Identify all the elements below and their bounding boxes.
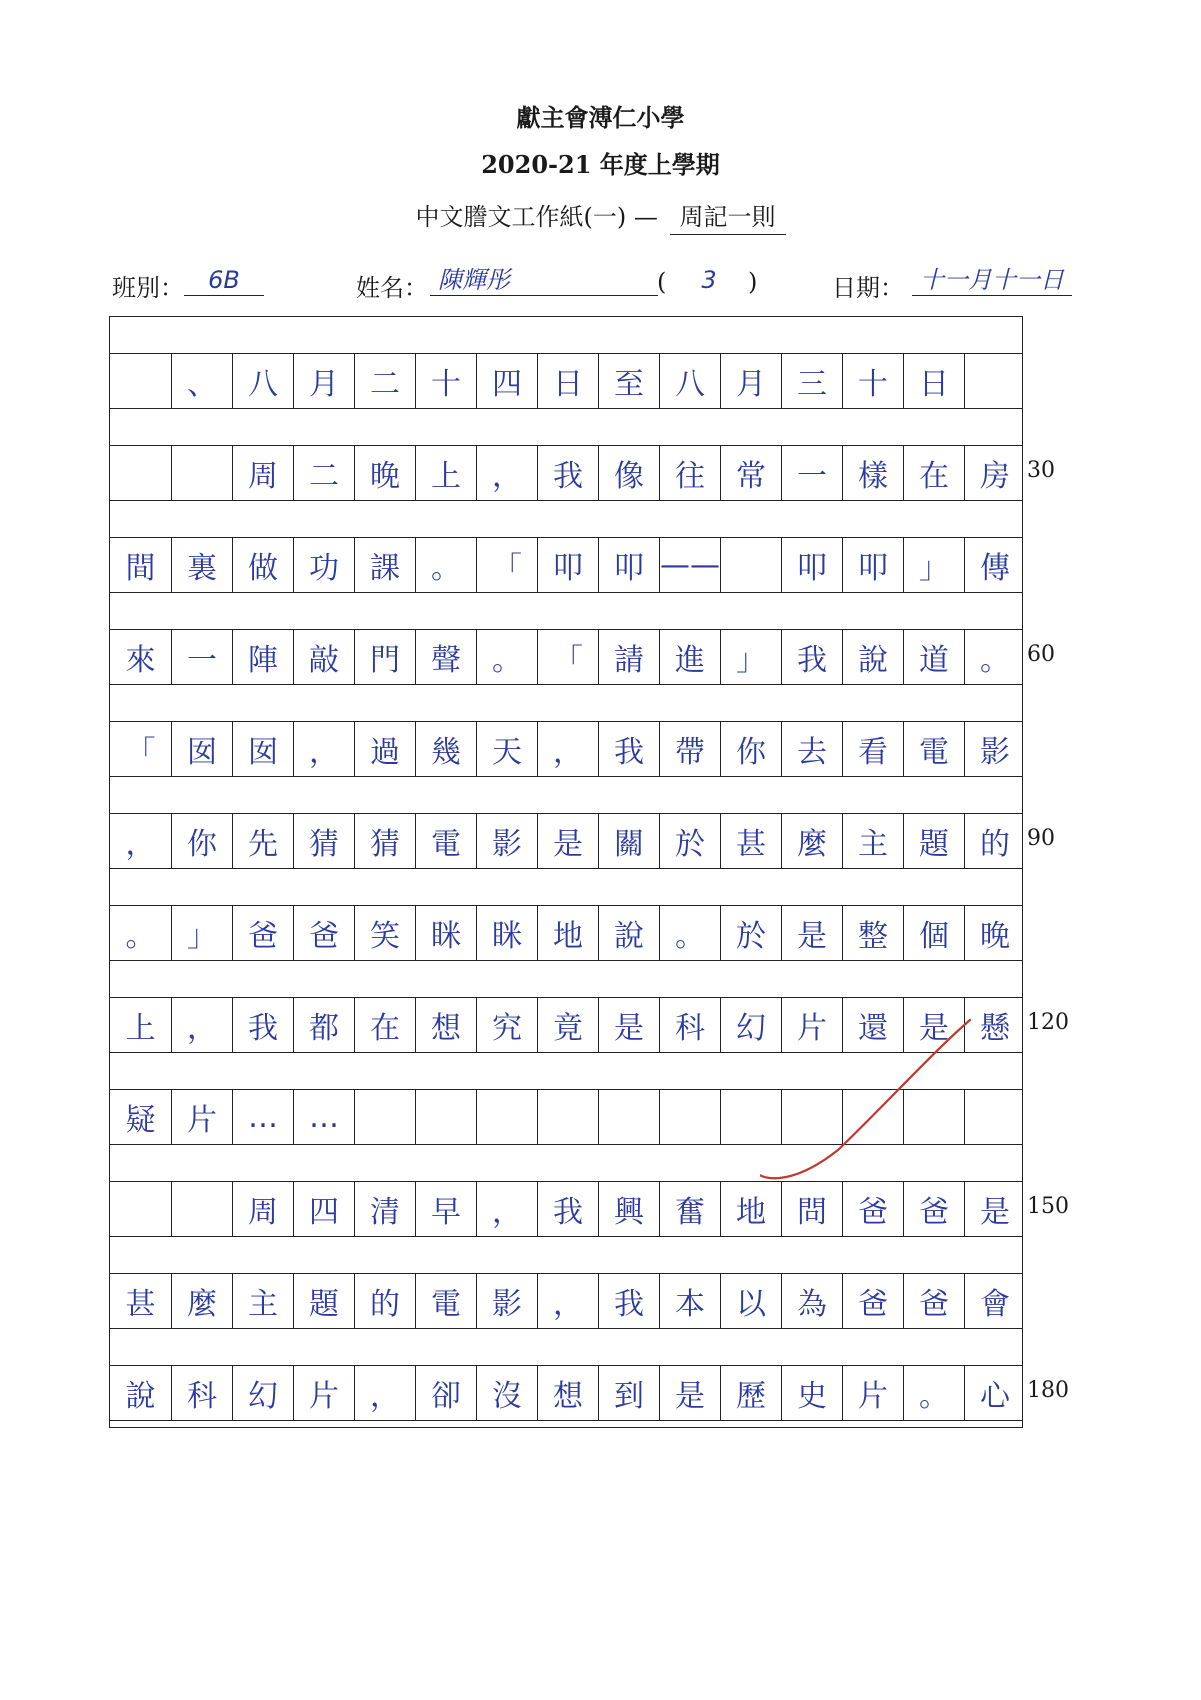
grid-cell[interactable]: 晚 xyxy=(964,906,1025,960)
grid-cell[interactable]: 在 xyxy=(903,446,964,500)
word-count-marker: 120 xyxy=(1027,1010,1069,1035)
grid-cell[interactable]: 以 xyxy=(720,1274,781,1328)
grid-cell[interactable]: 爸 xyxy=(903,1274,964,1328)
grid-cell[interactable]: 「 xyxy=(476,538,537,592)
grid-cell[interactable]: 問 xyxy=(781,1182,842,1236)
grid-cell[interactable]: 爸 xyxy=(293,906,354,960)
grid-cell[interactable]: 囡 xyxy=(171,722,232,776)
grid-cell[interactable]: 主 xyxy=(232,1274,293,1328)
grid-cell[interactable]: 幻 xyxy=(232,1366,293,1420)
grid-cell[interactable]: 我 xyxy=(537,446,598,500)
grid-cell[interactable]: ， xyxy=(125,827,156,862)
grid-row xyxy=(110,1181,1022,1237)
grid-cell[interactable]: 」 xyxy=(903,538,964,592)
grid-cell[interactable]: 幾 xyxy=(415,722,476,776)
grid-cell[interactable] xyxy=(476,1090,537,1144)
grid-cell[interactable]: 甚 xyxy=(720,814,781,868)
grid-cell[interactable]: 先 xyxy=(232,814,293,868)
worksheet-title: 中文謄文工作紙(一) — xyxy=(415,203,658,231)
grid-cell[interactable]: 。 xyxy=(659,906,720,960)
grid-cell[interactable]: 進 xyxy=(659,630,720,684)
grid-cell[interactable]: 房 xyxy=(964,446,1025,500)
grid-cell[interactable]: 卻 xyxy=(415,1366,476,1420)
worksheet-subject: 周記一則 xyxy=(670,197,786,235)
grid-cell[interactable]: 個 xyxy=(903,906,964,960)
grid-row xyxy=(110,721,1022,777)
grid-cell[interactable]: ， xyxy=(293,722,354,776)
grid-cell[interactable]: 爸 xyxy=(842,1182,903,1236)
grid-row xyxy=(110,905,1022,961)
grid-cell[interactable]: 請 xyxy=(598,630,659,684)
grid-cell[interactable]: 八 xyxy=(659,354,720,408)
grid-cell[interactable]: 我 xyxy=(232,998,293,1052)
grid-cell[interactable] xyxy=(415,1090,476,1144)
grid-cell[interactable]: 科 xyxy=(659,998,720,1052)
grid-cell[interactable]: 二 xyxy=(293,446,354,500)
grid-cell[interactable]: 我 xyxy=(598,722,659,776)
name-field[interactable]: 陳輝彤 xyxy=(430,265,658,296)
word-count-marker: 180 xyxy=(1027,1378,1069,1403)
grid-cell[interactable]: 眯 xyxy=(476,906,537,960)
class-number-field[interactable]: 3 xyxy=(701,266,717,294)
grid-cell[interactable]: 月 xyxy=(720,354,781,408)
grid-cell[interactable]: 心 xyxy=(964,1366,1025,1420)
grid-cell[interactable]: 想 xyxy=(537,1366,598,1420)
grid-cell[interactable]: 十 xyxy=(842,354,903,408)
grid-cell[interactable]: 是 xyxy=(537,814,598,868)
grid-cell[interactable]: 爸 xyxy=(232,906,293,960)
grid-cell[interactable]: 、 xyxy=(171,354,232,408)
grid-cell[interactable]: 一 xyxy=(781,446,842,500)
grid-cell[interactable] xyxy=(659,1090,720,1144)
grid-cell[interactable]: 八 xyxy=(232,354,293,408)
grid-cell[interactable]: 周 xyxy=(232,1182,293,1236)
grid-cell[interactable]: 做 xyxy=(232,538,293,592)
grid-cell[interactable]: 的 xyxy=(964,814,1025,868)
grid-cell[interactable]: 早 xyxy=(415,1182,476,1236)
grid-cell[interactable]: 整 xyxy=(842,906,903,960)
word-count-marker: 60 xyxy=(1027,642,1055,667)
grid-cell[interactable]: 都 xyxy=(293,998,354,1052)
grid-cell[interactable]: 猜 xyxy=(354,814,415,868)
grid-cell[interactable]: 我 xyxy=(537,1182,598,1236)
grid-cell[interactable]: 電 xyxy=(415,1274,476,1328)
grid-cell[interactable]: 周 xyxy=(232,446,293,500)
grid-cell[interactable]: 去 xyxy=(781,722,842,776)
grid-row xyxy=(110,813,1022,869)
grid-row xyxy=(110,537,1022,593)
student-info-row xyxy=(112,265,1072,301)
grid-cell[interactable]: 課 xyxy=(354,538,415,592)
grid-cell[interactable]: 。 xyxy=(415,538,476,592)
grid-cell[interactable]: 」 xyxy=(720,630,781,684)
grid-row xyxy=(110,629,1022,685)
grid-cell[interactable]: 電 xyxy=(415,814,476,868)
grid-cell[interactable]: 。 xyxy=(903,1366,964,1420)
grid-cell[interactable] xyxy=(964,354,1025,408)
grid-cell[interactable]: 清 xyxy=(354,1182,415,1236)
term-title: 2020-21 年度上學期 xyxy=(481,150,720,179)
grid-cell[interactable]: 是 xyxy=(964,1182,1025,1236)
grid-cell[interactable]: 題 xyxy=(903,814,964,868)
grid-row xyxy=(110,1365,1022,1421)
grid-cell[interactable]: 猜 xyxy=(293,814,354,868)
grid-cell[interactable]: 。 xyxy=(476,630,537,684)
grid-cell[interactable]: 我 xyxy=(598,1274,659,1328)
grid-cell[interactable]: 說 xyxy=(125,1379,156,1414)
grid-cell[interactable]: 三 xyxy=(781,354,842,408)
word-count-marker: 30 xyxy=(1027,458,1055,483)
grid-cell[interactable]: 聲 xyxy=(415,630,476,684)
grid-cell[interactable]: 日 xyxy=(903,354,964,408)
grid-cell[interactable] xyxy=(171,1182,232,1236)
grid-cell[interactable]: 興 xyxy=(598,1182,659,1236)
grid-cell[interactable]: 至 xyxy=(598,354,659,408)
grid-cell[interactable]: 本 xyxy=(659,1274,720,1328)
grid-cell[interactable]: 懸 xyxy=(964,998,1025,1052)
grid-cell[interactable]: 疑 xyxy=(125,1103,156,1138)
grid-cell[interactable]: 史 xyxy=(781,1366,842,1420)
grid-cell[interactable] xyxy=(171,446,232,500)
grid-cell[interactable]: 是 xyxy=(598,998,659,1052)
school-name: 獻主會溥仁小學 xyxy=(516,103,685,132)
grid-cell[interactable] xyxy=(354,1090,415,1144)
grid-cell[interactable]: ， xyxy=(476,446,537,500)
grid-cell[interactable]: 。 xyxy=(964,630,1025,684)
grid-cell[interactable]: 叩 xyxy=(781,538,842,592)
worksheet-title-line xyxy=(0,197,1201,235)
grid-cell[interactable]: 影 xyxy=(476,814,537,868)
grid-cell[interactable]: 於 xyxy=(659,814,720,868)
grid-cell[interactable]: 影 xyxy=(964,722,1025,776)
grid-cell[interactable]: 麼 xyxy=(171,1274,232,1328)
grid-cell[interactable]: 上 xyxy=(125,1011,156,1046)
word-count-marker: 150 xyxy=(1027,1194,1069,1219)
class-field[interactable]: 6B xyxy=(184,265,264,296)
grid-cell[interactable]: 會 xyxy=(964,1274,1025,1328)
grid-cell[interactable]: 常 xyxy=(720,446,781,500)
grid-cell[interactable]: 麼 xyxy=(781,814,842,868)
grid-cell[interactable]: 樣 xyxy=(842,446,903,500)
grid-cell[interactable]: 於 xyxy=(720,906,781,960)
grid-cell[interactable] xyxy=(110,1182,171,1236)
grid-cell[interactable]: 像 xyxy=(598,446,659,500)
grid-cell[interactable]: 為 xyxy=(781,1274,842,1328)
grid-cell[interactable]: —— xyxy=(659,538,720,592)
grid-cell[interactable]: 是 xyxy=(903,998,964,1052)
grid-cell[interactable]: ， xyxy=(354,1366,415,1420)
grid-cell[interactable]: 帶 xyxy=(659,722,720,776)
grid-cell[interactable]: 沒 xyxy=(476,1366,537,1420)
grid-cell[interactable]: 的 xyxy=(354,1274,415,1328)
grid-cell[interactable]: 到 xyxy=(598,1366,659,1420)
grid-cell[interactable]: 裏 xyxy=(171,538,232,592)
grid-cell[interactable]: 」 xyxy=(171,906,232,960)
grid-cell[interactable]: 笑 xyxy=(354,906,415,960)
grid-cell[interactable]: 電 xyxy=(903,722,964,776)
grid-cell[interactable]: 爸 xyxy=(842,1274,903,1328)
grid-cell[interactable]: 奮 xyxy=(659,1182,720,1236)
grid-cell[interactable]: … xyxy=(293,1090,354,1144)
grid-cell[interactable]: 來 xyxy=(125,643,156,678)
grid-cell[interactable]: 甚 xyxy=(125,1287,156,1322)
grid-cell[interactable]: 十 xyxy=(415,354,476,408)
grid-cell[interactable] xyxy=(598,1090,659,1144)
grid-cell[interactable]: 「 xyxy=(537,630,598,684)
grid-cell[interactable]: 。 xyxy=(125,919,156,954)
grid-cell[interactable]: 一 xyxy=(171,630,232,684)
grid-cell[interactable]: 「 xyxy=(125,735,156,770)
grid-cell[interactable]: 我 xyxy=(781,630,842,684)
grid-cell[interactable]: 月 xyxy=(293,354,354,408)
name-label: 姓名： xyxy=(356,274,428,302)
grid-cell[interactable]: 二 xyxy=(354,354,415,408)
grid-row xyxy=(110,1273,1022,1329)
teacher-check-mark xyxy=(760,1000,990,1180)
grid-cell[interactable]: 陣 xyxy=(232,630,293,684)
grid-cell[interactable]: 你 xyxy=(720,722,781,776)
grid-cell[interactable]: 片 xyxy=(842,1366,903,1420)
grid-cell[interactable]: 片 xyxy=(171,1090,232,1144)
grid-cell[interactable]: 片 xyxy=(781,998,842,1052)
grid-cell[interactable]: 叩 xyxy=(537,538,598,592)
grid-cell[interactable]: 看 xyxy=(842,722,903,776)
grid-cell[interactable]: 地 xyxy=(537,906,598,960)
number-open-paren: ( xyxy=(657,268,667,296)
grid-cell[interactable]: 地 xyxy=(720,1182,781,1236)
grid-cell[interactable]: 是 xyxy=(781,906,842,960)
writing-grid xyxy=(109,316,1023,1428)
grid-cell[interactable]: 日 xyxy=(537,354,598,408)
grid-cell[interactable]: 影 xyxy=(476,1274,537,1328)
grid-cell[interactable]: 過 xyxy=(354,722,415,776)
grid-cell[interactable]: 往 xyxy=(659,446,720,500)
grid-cell[interactable]: 晚 xyxy=(354,446,415,500)
grid-cell[interactable] xyxy=(720,538,781,592)
grid-cell[interactable]: 敲 xyxy=(293,630,354,684)
grid-cell[interactable]: 上 xyxy=(415,446,476,500)
word-count-marker: 90 xyxy=(1027,826,1055,851)
grid-cell[interactable]: ， xyxy=(171,998,232,1052)
grid-cell[interactable]: 在 xyxy=(354,998,415,1052)
grid-cell[interactable] xyxy=(110,354,171,408)
date-label: 日期： xyxy=(832,274,904,302)
number-close-paren: ) xyxy=(748,268,758,296)
grid-cell[interactable]: 囡 xyxy=(232,722,293,776)
grid-cell[interactable]: 竟 xyxy=(537,998,598,1052)
grid-row xyxy=(110,445,1022,501)
grid-cell[interactable]: 想 xyxy=(415,998,476,1052)
grid-cell[interactable]: 歷 xyxy=(720,1366,781,1420)
grid-cell[interactable]: 道 xyxy=(903,630,964,684)
grid-cell[interactable] xyxy=(110,446,171,500)
grid-cell[interactable]: 題 xyxy=(293,1274,354,1328)
grid-cell[interactable]: 說 xyxy=(842,630,903,684)
grid-cell[interactable]: 四 xyxy=(476,354,537,408)
grid-cell[interactable]: 究 xyxy=(476,998,537,1052)
grid-cell[interactable]: 說 xyxy=(598,906,659,960)
grid-cell[interactable]: 片 xyxy=(293,1366,354,1420)
grid-cell[interactable]: 是 xyxy=(659,1366,720,1420)
grid-cell[interactable]: ， xyxy=(537,722,598,776)
grid-cell[interactable]: 幻 xyxy=(720,998,781,1052)
grid-cell[interactable]: 你 xyxy=(171,814,232,868)
grid-cell[interactable]: 還 xyxy=(842,998,903,1052)
grid-cell[interactable]: 傳 xyxy=(964,538,1025,592)
grid-cell[interactable]: 間 xyxy=(125,551,156,586)
grid-cell[interactable]: 關 xyxy=(598,814,659,868)
grid-cell[interactable]: 天 xyxy=(476,722,537,776)
grid-cell[interactable]: 爸 xyxy=(903,1182,964,1236)
grid-cell[interactable]: ， xyxy=(476,1182,537,1236)
grid-cell[interactable]: 門 xyxy=(354,630,415,684)
grid-cell[interactable]: 功 xyxy=(293,538,354,592)
grid-cell[interactable] xyxy=(537,1090,598,1144)
grid-cell[interactable]: 眯 xyxy=(415,906,476,960)
grid-cell[interactable]: 主 xyxy=(842,814,903,868)
date-field[interactable]: 十一月十一日 xyxy=(912,265,1072,296)
class-label: 班別： xyxy=(112,274,184,302)
grid-cell[interactable]: ， xyxy=(537,1274,598,1328)
grid-cell[interactable]: 叩 xyxy=(598,538,659,592)
grid-cell[interactable]: 科 xyxy=(171,1366,232,1420)
grid-cell[interactable]: … xyxy=(232,1090,293,1144)
grid-cell[interactable]: 四 xyxy=(293,1182,354,1236)
grid-cell[interactable]: 叩 xyxy=(842,538,903,592)
grid-row xyxy=(110,353,1022,409)
